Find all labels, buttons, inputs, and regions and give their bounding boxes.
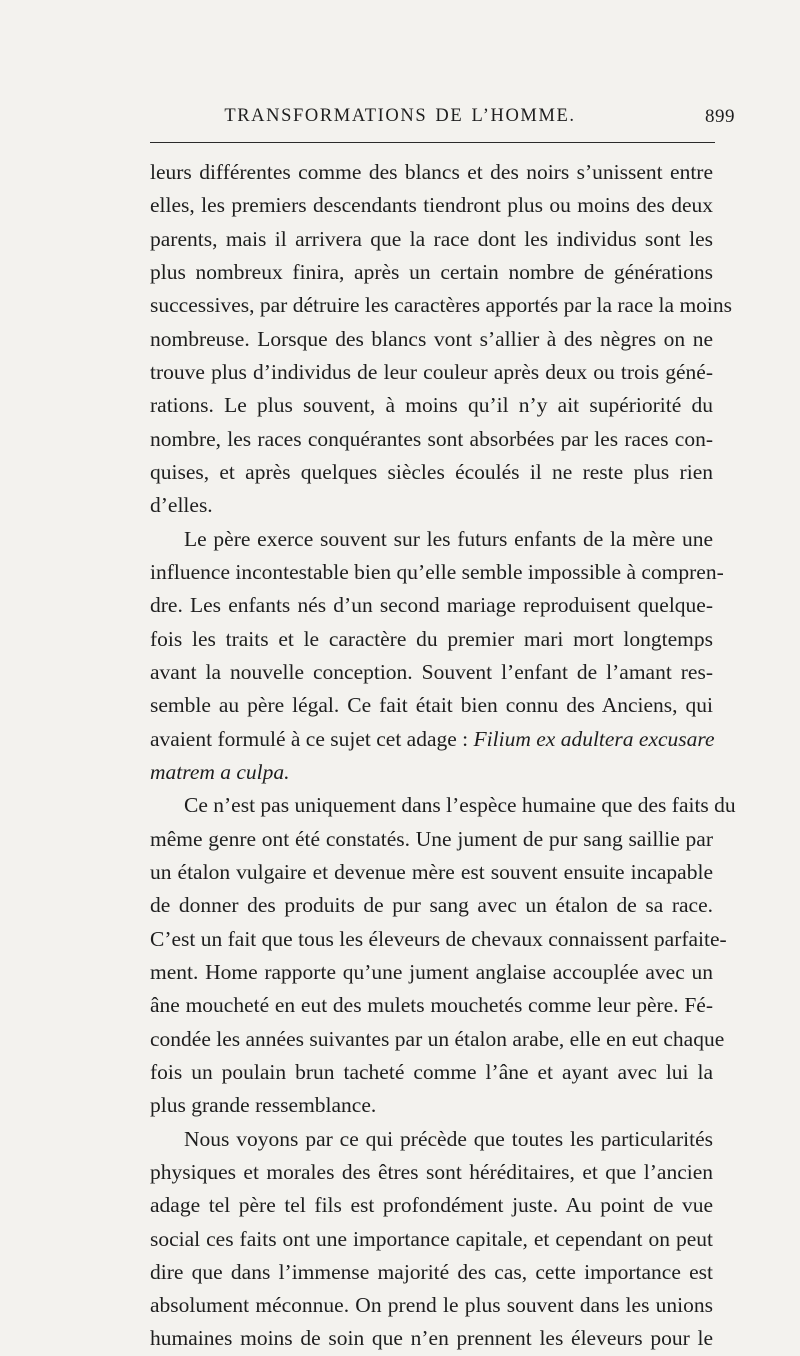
text-line: âne moucheté en eut des mulets mouchetés comme leur père. Fé- xyxy=(150,993,713,1018)
text-line: adage tel père tel fils est profondément juste. Au point de vue xyxy=(150,1193,713,1218)
text-line: successives, par détruire les caractères apportés par la race la moins xyxy=(150,293,733,318)
text-line: fois un poulain brun tacheté comme l’âne et ayant avec lui la xyxy=(150,1059,713,1084)
paragraph-3 xyxy=(150,789,736,1122)
text-line: dre. Les enfants nés d’un second mariage reproduisent quelque- xyxy=(150,593,713,618)
text-line: d’elles. xyxy=(150,493,213,518)
text-line: trouve plus d’individus de leur couleur après deux ou trois géné- xyxy=(150,359,713,384)
text-line: absolument méconnue. On prend le plus souvent dans les unions xyxy=(150,1293,713,1318)
adage-intro: avaient formulé à ce sujet cet adage : xyxy=(150,726,474,751)
text-line: fois les traits et le caractère du premier mari mort longtemps xyxy=(150,626,713,651)
running-title: TRANSFORMATIONS DE L’HOMME. xyxy=(224,106,576,126)
text-line: Le père exerce souvent sur les futurs enfants de la mère une xyxy=(184,526,713,551)
text-line: social ces faits ont une importance capitale, et cependant on peut xyxy=(150,1226,713,1251)
text-line: C’est un fait que tous les éleveurs de chevaux connaissent parfaite- xyxy=(150,926,727,951)
text-line: plus nombreux finira, après un certain nombre de générations xyxy=(150,259,713,284)
text-line: physiques et morales des êtres sont héréditaires, et que l’ancien xyxy=(150,1159,713,1184)
paragraph-2 xyxy=(150,523,724,790)
text-line: un étalon vulgaire et devenue mère est souvent ensuite incapable xyxy=(150,859,713,884)
text-line: de donner des produits de pur sang avec un étalon de sa race. xyxy=(150,893,713,918)
page-number: 899 xyxy=(705,106,735,127)
adage-line-end xyxy=(150,756,713,789)
text-line: leurs différentes comme des blancs et des noirs s’unissent entre xyxy=(150,160,713,184)
paragraph-4 xyxy=(150,1123,713,1356)
body-text xyxy=(150,156,736,1356)
text-line: quises, et après quelques siècles écoulés il ne reste plus rien xyxy=(150,459,713,484)
text-line: Ce n’est pas uniquement dans l’espèce humaine que des faits du xyxy=(184,793,736,818)
text-line: parents, mais il arrivera que la race dont les individus sont les xyxy=(150,226,713,251)
page-header xyxy=(0,106,800,136)
text-line: elles, les premiers descendants tiendront plus ou moins des deux xyxy=(150,193,713,218)
text-line: influence incontestable bien qu’elle semble impossible à compren- xyxy=(150,559,724,584)
text-line: humaines moins de soin que n’en prennent les éleveurs pour le xyxy=(150,1326,713,1351)
text-line: plus grande ressemblance. xyxy=(150,1093,377,1118)
text-line: semble au père légal. Ce fait était bien connu des Anciens, qui xyxy=(150,693,713,718)
paragraph-1 xyxy=(150,156,733,523)
text-line: dire que dans l’immense majorité des cas, cette importance est xyxy=(150,1259,713,1284)
text-line: nombre, les races conquérantes sont absorbées par les races con- xyxy=(150,426,713,451)
adage-line xyxy=(150,723,713,756)
header-rule xyxy=(150,142,715,143)
text-line: même genre ont été constatés. Une jument de pur sang saillie par xyxy=(150,826,713,851)
latin-adage-end: matrem a culpa. xyxy=(150,759,290,784)
text-line: Nous voyons par ce qui précède que toutes les particularités xyxy=(184,1126,713,1151)
text-line: nombreuse. Lorsque des blancs vont s’allier à des nègres on ne xyxy=(150,326,713,351)
text-line: rations. Le plus souvent, à moins qu’il n’y ait supériorité du xyxy=(150,393,713,418)
latin-adage: Filium ex adultera excusare xyxy=(473,726,715,751)
text-line: avant la nouvelle conception. Souvent l’enfant de l’amant res- xyxy=(150,659,713,684)
text-line: ment. Home rapporte qu’une jument anglaise accouplée avec un xyxy=(150,959,713,984)
text-line: condée les années suivantes par un étalon arabe, elle en eut chaque xyxy=(150,1026,725,1051)
